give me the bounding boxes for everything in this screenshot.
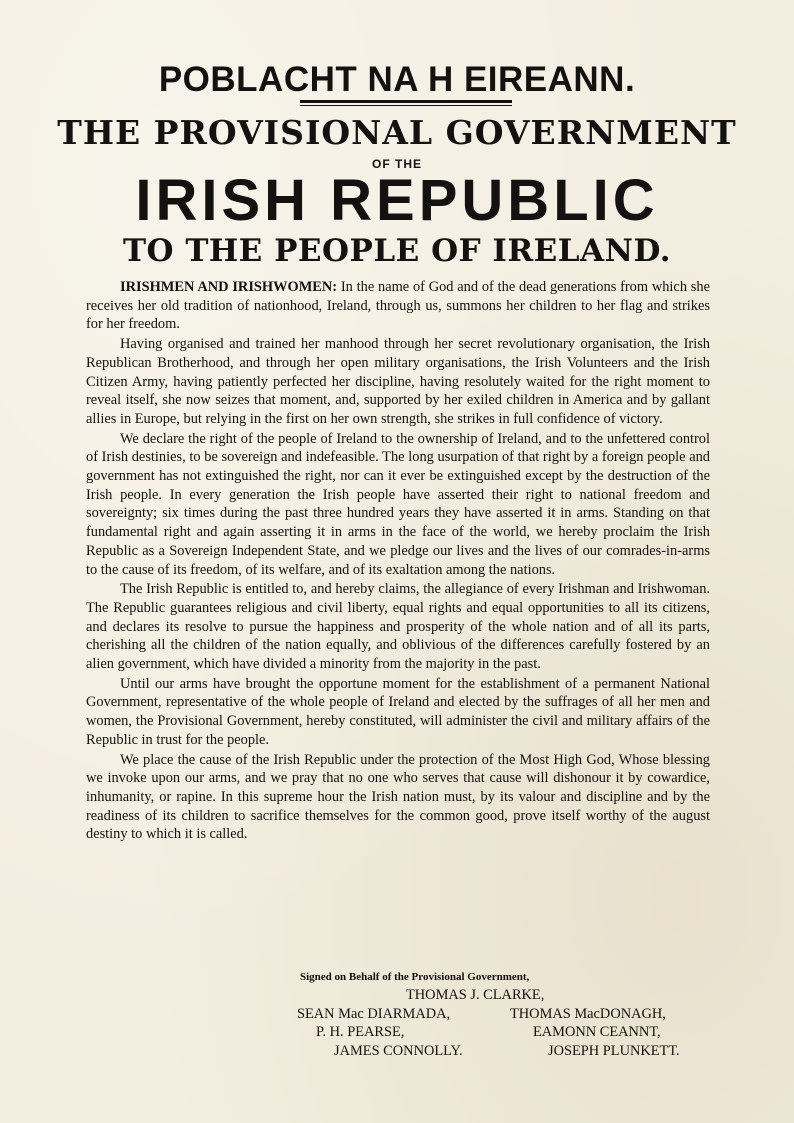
title-rule-thin <box>300 105 512 106</box>
paragraph-5: Until our arms have brought the opportune moment for the establishment of a permanent National Government, representative of the whole people of Ireland and elected by the suffrages of all her men and women, the Provisional Government, hereby constituted, will administer the civil and military affairs of the Republic in trust for the people. <box>86 675 710 748</box>
paragraph-2: Having organised and trained her manhood through her secret revolutionary organisation, the Irish Republican Brotherhood, and through her open military organisations, the Irish Volunteers and the Irish Citizen Army, having patiently perfected her discipline, having resolutely waited for the right moment to reveal itself, she now seizes that moment, and, supported by her exiled children in America and by gallant allies in Europe, but relying in the first on her own strength, she strikes in full confidence of victory. <box>86 336 710 427</box>
signatory-clarke: THOMAS J. CLARKE, <box>406 987 545 1003</box>
paragraph-1 <box>86 278 710 334</box>
title-poblacht: POBLACHT NA H EIREANN. <box>158 60 636 99</box>
title-to-the-people: TO THE PEOPLE OF IRELAND. <box>122 233 672 269</box>
title-irish-republic: IRISH REPUBLIC <box>135 168 659 233</box>
signatures-heading: Signed on Behalf of the Provisional Government, <box>300 971 530 983</box>
title-rule <box>300 100 512 103</box>
paragraph-3: We declare the right of the people of Ireland to the ownership of Ireland, and to the unfettered control of Irish destinies, to be sovereign and indefeasible. The long usurpation of that right by a foreign people and government has not extinguished the right, nor can it ever be extinguished except by the destruction of the Irish people. In every generation the Irish people have asserted their right to national freedom and sovereignty; six times during the past three hundred years they have asserted it in arms. Standing on that fundamental right and again asserting it in arms in the face of the world, we hereby proclaim the Irish Republic as a Sovereign Independent State, and we pledge our lives and the lives of our comrades-in-arms to the cause of its freedom, of its welfare, and of its exaltation among the nations. <box>86 430 710 578</box>
title-provisional-government: THE PROVISIONAL GOVERNMENT <box>57 113 737 152</box>
signatory-connolly: JAMES CONNOLLY. <box>334 1043 463 1059</box>
paragraph-4: The Irish Republic is entitled to, and hereby claims, the allegiance of every Irishman and Irishwoman. The Republic guarantees religious and civil liberty, equal rights and equal opportunities to all its citizens, and declares its resolve to pursue the happiness and prosperity of the whole nation and of all its parts, cherishing all the children of the nation equally, and oblivious of the differences carefully fostered by an alien government, which have divided a minority from the majority in the past. <box>86 581 710 673</box>
title-of-the: OF THE <box>372 157 422 171</box>
signatory-mac-diarmada: SEAN Mac DIARMADA, <box>297 1006 451 1022</box>
signatory-macdonagh: THOMAS MacDONAGH, <box>510 1006 666 1022</box>
signatory-pearse: P. H. PEARSE, <box>316 1024 405 1040</box>
signatory-ceannt: EAMONN CEANNT, <box>533 1024 661 1040</box>
signatory-plunkett: JOSEPH PLUNKETT. <box>548 1043 680 1059</box>
paragraph-6: We place the cause of the Irish Republic under the protection of the Most High God, Whose blessing we invoke upon our arms, and we pray that no one who serves that cause will dishonour it by cowardice, inhumanity, or rapine. In this supreme hour the Irish nation must, by its valour and discipline and by the readiness of its children to sacrifice themselves for the common good, prove itself worthy of the august destiny to which it is called. <box>86 751 710 843</box>
proclamation-body <box>86 278 710 845</box>
paragraph-1-text: In the name of God and of the dead generations from which she receives her old tradition of nationhood, Ireland, through us, summons her children to her flag and strikes for her freedom. <box>86 279 710 333</box>
salutation: IRISHMEN AND IRISHWOMEN: <box>120 279 338 295</box>
